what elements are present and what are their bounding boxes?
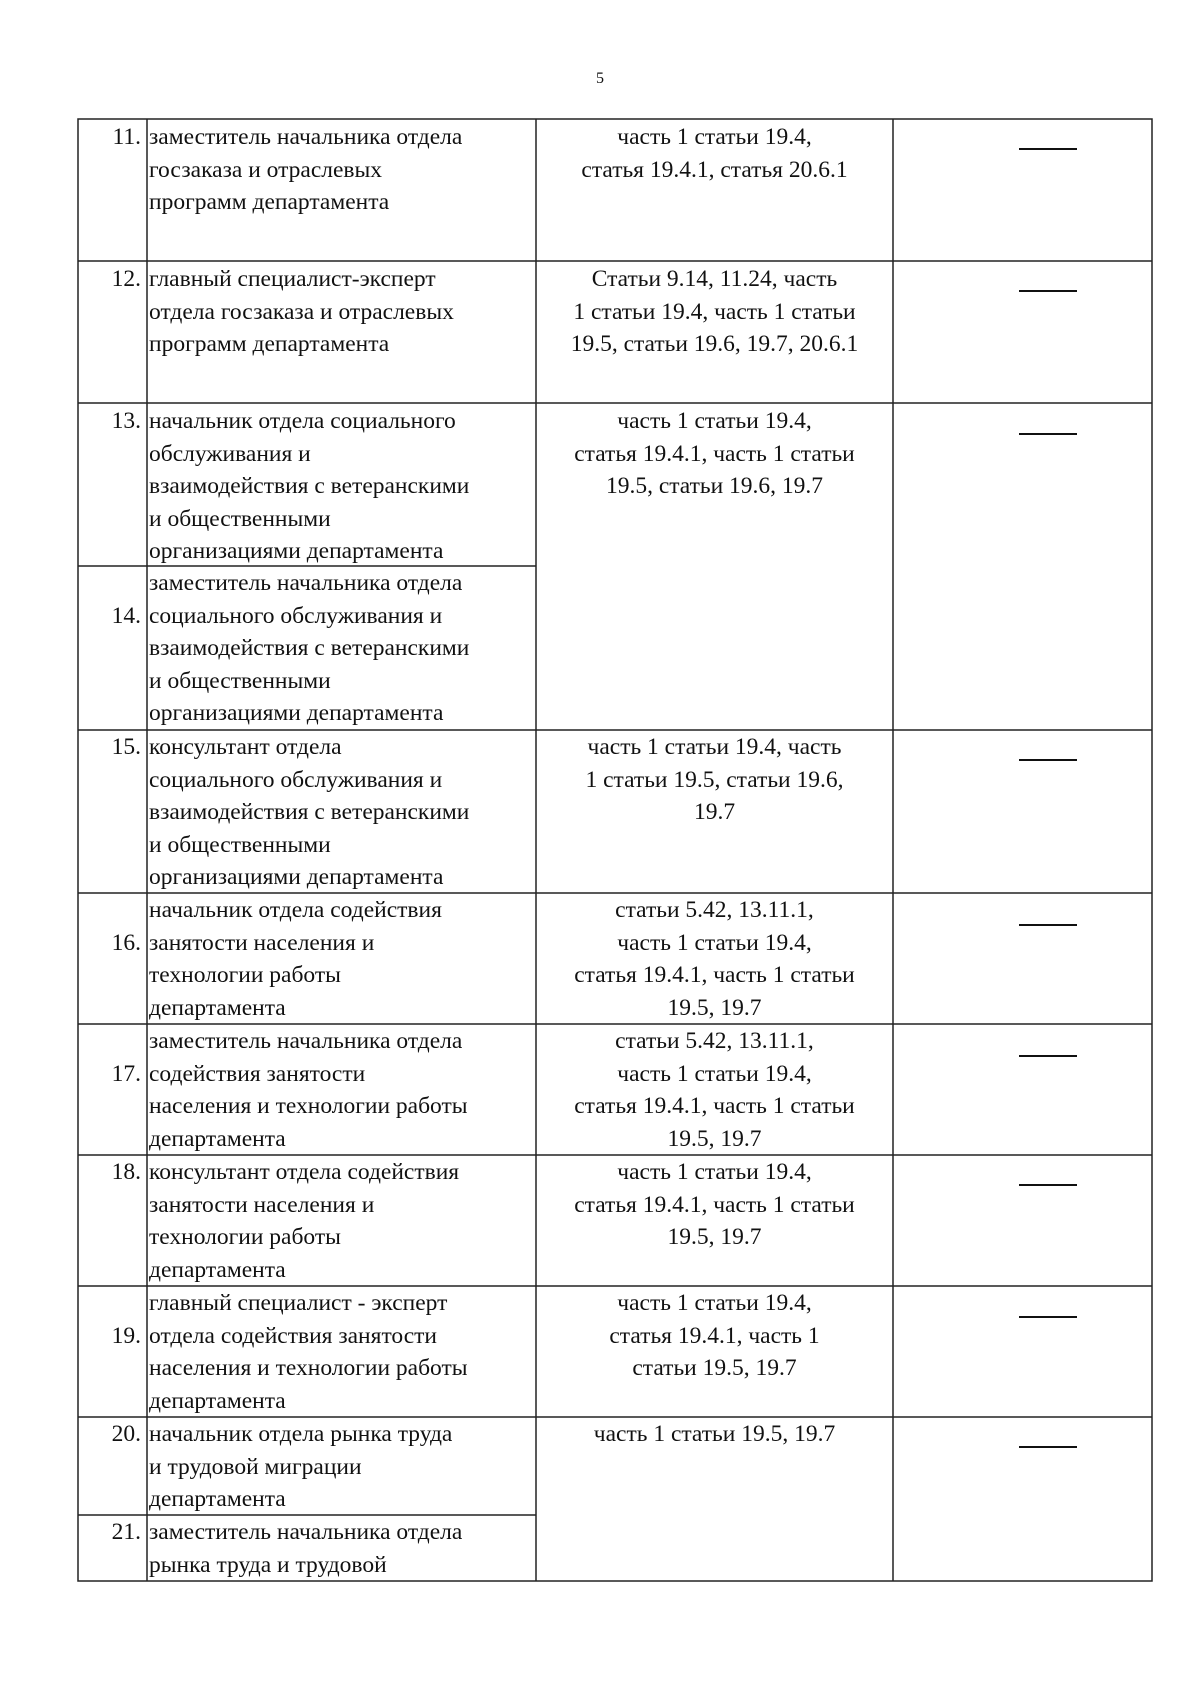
articles-cell: статьи 5.42, 13.11.1, часть 1 статьи 19.4, статья 19.4.1, часть 1 статьи 19.5, 19.7 <box>574 897 855 1021</box>
position-cell: начальник отдела рынка труда и трудовой миграции департамента <box>149 1421 453 1512</box>
dash-mark <box>1019 433 1077 435</box>
dash-mark <box>1019 1316 1077 1318</box>
position-cell: начальник отдела социального обслуживания и взаимодействия с ветеранскими и общественными организациями департамента <box>149 408 470 564</box>
articles-cell: часть 1 статьи 19.4, часть 1 статьи 19.5, статьи 19.6, 19.7 <box>585 734 844 825</box>
row-number: 21. <box>111 1519 141 1545</box>
dash-mark <box>1019 924 1077 926</box>
dash-mark <box>1019 290 1077 292</box>
articles-cell: часть 1 статьи 19.4, статья 19.4.1, часть 1 статьи 19.5, 19.7 <box>574 1159 855 1250</box>
dash-mark <box>1019 148 1077 150</box>
row-number: 15. <box>111 734 141 760</box>
page-number: 5 <box>596 70 604 87</box>
row-number: 12. <box>111 266 141 292</box>
row-number: 11. <box>112 124 141 150</box>
position-cell: главный специалист-эксперт отдела госзаказа и отраслевых программ департамента <box>149 266 454 357</box>
position-cell: начальник отдела содействия занятости населения и технологии работы департамента <box>149 897 442 1021</box>
row-number: 18. <box>111 1159 141 1185</box>
dash-mark <box>1019 1446 1077 1448</box>
position-cell: главный специалист - эксперт отдела содействия занятости населения и технологии работы департамента <box>149 1290 468 1414</box>
articles-cell: Статьи 9.14, 11.24, часть 1 статьи 19.4, часть 1 статьи 19.5, статьи 19.6, 19.7, 20.6.1 <box>570 266 859 357</box>
position-cell: консультант отдела содействия занятости населения и технологии работы департамента <box>149 1159 460 1283</box>
row-number: 16. <box>111 930 141 956</box>
dash-mark <box>1019 759 1077 761</box>
row-number: 19. <box>111 1323 141 1349</box>
position-cell: заместитель начальника отдела госзаказа и отраслевых программ департамента <box>149 124 463 215</box>
position-cell: заместитель начальника отдела социального обслуживания и взаимодействия с ветеранскими и общественными организациями департамента <box>149 570 470 726</box>
articles-cell: часть 1 статьи 19.4, статья 19.4.1, часть 1 статьи 19.5, статьи 19.6, 19.7 <box>574 408 855 499</box>
row-number: 20. <box>111 1421 141 1447</box>
position-cell: заместитель начальника отдела содействия занятости населения и технологии работы департамента <box>149 1028 468 1152</box>
articles-cell: часть 1 статьи 19.4, статья 19.4.1, статья 20.6.1 <box>581 124 848 183</box>
row-number: 14. <box>111 603 141 629</box>
articles-cell: часть 1 статьи 19.4, статья 19.4.1, часть 1 статьи 19.5, 19.7 <box>609 1290 820 1381</box>
row-number: 17. <box>111 1061 141 1087</box>
row-number: 13. <box>111 408 141 434</box>
dash-mark <box>1019 1055 1077 1057</box>
articles-cell: статьи 5.42, 13.11.1, часть 1 статьи 19.4, статья 19.4.1, часть 1 статьи 19.5, 19.7 <box>574 1028 855 1152</box>
dash-mark <box>1019 1184 1077 1186</box>
articles-cell: часть 1 статьи 19.5, 19.7 <box>593 1421 836 1447</box>
position-cell: заместитель начальника отдела рынка труда и трудовой <box>149 1519 463 1578</box>
position-cell: консультант отдела социального обслуживания и взаимодействия с ветеранскими и общественными организациями департамента <box>149 734 470 890</box>
